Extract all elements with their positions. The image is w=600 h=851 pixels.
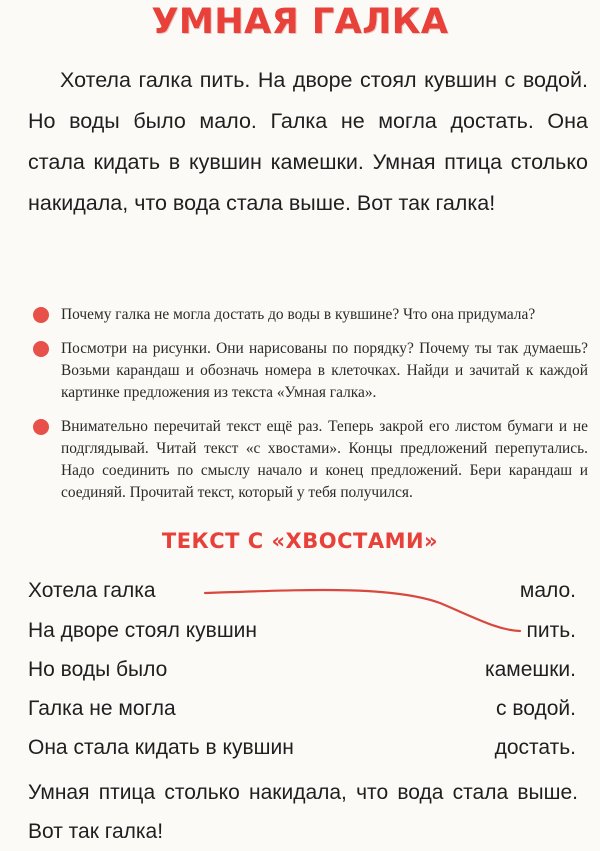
sentence-start: На дворе стоял кувшин [28,619,258,642]
story-text [28,60,588,224]
question-item [33,304,588,326]
section-title: ТЕКСТ С «ХВОСТАМИ» [161,529,439,553]
sentence-pair-row [28,655,576,685]
sentence-start: Но воды было [28,658,168,681]
red-bullet-icon [33,341,49,357]
sentence-start: Хотела галка [28,579,156,602]
sentence-end: камешки. [484,658,576,681]
question-text: Посмотри на рисунки. Они нарисованы по порядку? Почему ты так думаешь? Возьми карандаш и обозначь номера в клеточках. Найди и зачитай к каждой картинке предложения из текста «Умная галка». [61,340,588,401]
page-title: УМНАЯ ГАЛКА [151,2,449,42]
sentence-pair-row [28,616,576,646]
sentence-pair-row [28,694,576,724]
sentence-start: Она стала кидать в кувшин [28,736,294,759]
story-paragraph [28,60,588,224]
question-text: Почему галка не могла достать до воды в кувшине? Что она придумала? [61,306,536,323]
sentence-end: с водой. [496,697,576,720]
question-text: Внимательно перечитай текст ещё раз. Теперь закрой его листом бумаги и не подглядывай. Читай текст «с хвостами». Концы предложений перепутались. Надо соединить по смыслу начало и конец предложений. Бери карандаш и соединяй. Прочитай текст, который у тебя получился. [61,418,588,501]
question-item [33,338,588,404]
question-item [33,416,588,504]
sentence-end: достать. [494,736,576,759]
story-paragraph-text: Хотела галка пить. На дворе стоял кувшин с водой. Но воды было мало. Галка не могла достать. Она стала кидать в кувшин камешки. Умная птица столько накидала, что вода стала выше. Вот так галка! [28,68,588,215]
sentence-start: Галка не могла [28,697,176,720]
sentence-pair-row [28,576,576,606]
sentence-end: пить. [526,619,576,642]
questions-list [33,304,588,516]
red-bullet-icon [33,419,49,435]
sentence-pair-row [28,733,576,763]
last-sentence: Умная птица столько накидала, что вода стала выше. Вот так галка! [28,781,578,843]
sentence-end: мало. [519,579,576,602]
red-bullet-icon [33,307,49,323]
